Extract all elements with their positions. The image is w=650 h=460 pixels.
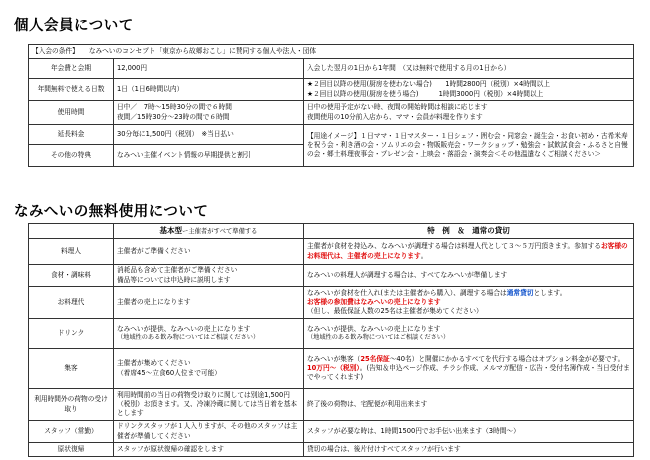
header-empty — [29, 224, 114, 239]
row-label: 食材・調味料 — [29, 265, 114, 287]
special-cell: なみへいが食材を仕入れ(または主催者から購入）、調理する場合は通常貸切とします。 お客様の参加費はなみへいの売上になります （但し、最低保証人数の25名は主催者が集めてください） — [304, 287, 634, 319]
row-label: 年会費と会期 — [29, 59, 114, 79]
section1-title: 個人会員について — [14, 18, 134, 34]
row-value: なみへい主催イベント情報の早期提供と割引 — [114, 145, 304, 167]
header-basic: 基本型ー主催者がすべて準備する — [114, 224, 304, 239]
special-cell: 終了後の荷物は、宅配便が利用出来ます — [304, 389, 634, 421]
special-cell: なみへいが集客（25名保証～40名）と開催にかかるすべてを代行する場合はオプション料金が必要です。10万円～（税別）。(告知＆申込ページ作成、チラシ作成、メルマガ配信・広告・受付名簿作成・当日受付までやってくれます) — [304, 349, 634, 389]
table-row — [29, 421, 634, 443]
row-label: その他の特典 — [29, 145, 114, 167]
special-cell: なみへいが提供、なみへいの売上になります （地域性のある飲み物についてはご相談ください） — [304, 319, 634, 349]
table-row — [29, 389, 634, 421]
condition-text: 【入会の条件】 なみへいのコンセプト「東京から故郷おこし」に賛同する個人や法人・団体 — [29, 45, 634, 59]
row-value: 30分毎に1,500円（税別） ※当日払い — [114, 125, 304, 145]
row-label: 料理人 — [29, 239, 114, 265]
header-special: 特 例 ＆ 通常の貸切 — [304, 224, 634, 239]
table-row — [29, 125, 634, 145]
row-value: 12,000円 — [114, 59, 304, 79]
row-note: 日中の使用予定がない時、夜間の開始時間は相談に応じます 夜間使用の10分前入店から、ママ・会員が料理を作ります — [304, 101, 634, 125]
basic-cell: 主催者の売上になります — [114, 287, 304, 319]
special-cell: スタッフが必要な時は、1時間1500円でお手伝い出来ます（3時間～） — [304, 421, 634, 443]
basic-cell: 主催者が集めてください （着席45～立食60人位まで可能） — [114, 349, 304, 389]
special-cell: 主催者が食材を持込み、なみへいが調理する場合は料理人代として３～５万円頂きます。参加するお客様のお料理代は、主催者の売上になります。 — [304, 239, 634, 265]
row-value: 1日（1日6時間以内） — [114, 79, 304, 101]
row-label: 年間無料で使える日数 — [29, 79, 114, 101]
table-row — [29, 443, 634, 457]
table-row — [29, 265, 634, 287]
special-cell: なみへいの料理人が調理する場合は、すべてなみへいが準備します — [304, 265, 634, 287]
table-row — [29, 101, 634, 125]
table-row — [29, 287, 634, 319]
basic-cell: なみへいが提供、なみへいの売上になります （地域性のある飲み物についてはご相談ください） — [114, 319, 304, 349]
free-usage-table — [28, 223, 634, 457]
basic-cell: ドリンクスタッフが１人入りますが、その他のスタッフは主催者が準備してください — [114, 421, 304, 443]
row-label: 集客 — [29, 349, 114, 389]
row-label: 延長料金 — [29, 125, 114, 145]
usage-examples: 【用途イメージ】１日ママ・１日マスター・１日シェフ・囲む会・同窓会・誕生会・お食い初め・古希米寿を祝う会・利き酒の会・ソムリエの会・物販販売会・ワークショップ・勉強会・試飲試食会・ふるさと自慢の会・郷土料理夜事会・プレゼン会・上映会・落語会・演奏会＜その他温遣なくご相談ください＞ — [304, 125, 634, 167]
row-note: ★２回目以降の使用(厨房を使わない場合) 1時間2800円（税別）×4時間以上 ★２回目以降の使用(厨房を使う場合) 1時間3000円（税別）×4時間以上 — [304, 79, 634, 101]
basic-cell: 消耗品も含めて主催者がご準備ください 備品等については申込時に説明します — [114, 265, 304, 287]
table-row — [29, 239, 634, 265]
membership-table — [28, 44, 634, 167]
row-label: 利用時間外の荷物の受け取り — [29, 389, 114, 421]
table-row — [29, 319, 634, 349]
row-label: お料理代 — [29, 287, 114, 319]
table-row — [29, 79, 634, 101]
row-label: 原状復帰 — [29, 443, 114, 457]
table-row — [29, 59, 634, 79]
row-value: 日中／ 7時～15時30分の間で６時間 夜間／15時30分～23時の間で６時間 — [114, 101, 304, 125]
condition-row — [29, 45, 634, 59]
basic-cell: 利用時間前の当日の荷物受け取りに関しては別途1,500円（税別）お頂きます。又、冷凍冷蔵に関しては当日着を基本とします — [114, 389, 304, 421]
row-label: スタッフ（常勤） — [29, 421, 114, 443]
header-row — [29, 224, 634, 239]
table-row — [29, 349, 634, 389]
special-cell: 貸切の場合は、後片付けすべてスタッフが行います — [304, 443, 634, 457]
row-label: 使用時間 — [29, 101, 114, 125]
row-note: 入会した翌月の1日から1年間 （又は無料で使用する月の1日から） — [304, 59, 634, 79]
basic-cell: 主催者がご準備ください — [114, 239, 304, 265]
section2-title: なみへいの無料使用について — [14, 204, 209, 220]
row-label: ドリンク — [29, 319, 114, 349]
basic-cell: スタッフが原状復帰の確認をします — [114, 443, 304, 457]
